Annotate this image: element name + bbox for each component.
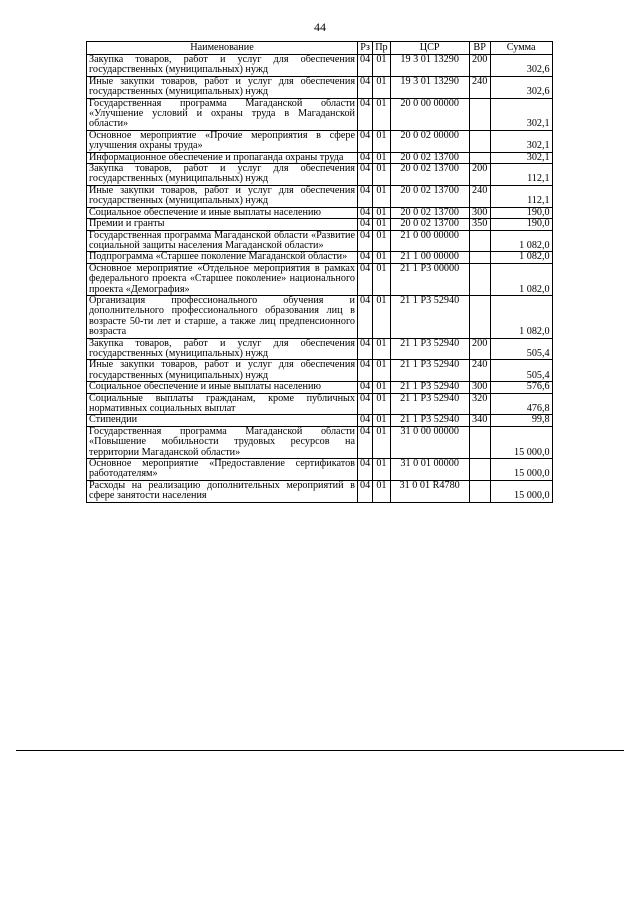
table-row (87, 152, 553, 163)
cell-sum: 112,1 (490, 164, 552, 186)
budget-table (86, 41, 553, 503)
cell-vr (469, 426, 490, 458)
cell-rz: 04 (358, 152, 373, 163)
cell-rz: 04 (358, 459, 373, 481)
cell-rz: 04 (358, 295, 373, 338)
cell-pr: 01 (373, 164, 390, 186)
cell-rz: 04 (358, 98, 373, 130)
cell-name: Организация профессионального обучения и дополнительного профессионального образования лиц в возрасте 50-ти лет и старше, а также лиц предпенсионного возраста (87, 295, 358, 338)
bottom-rule (16, 750, 624, 751)
table-header (87, 42, 553, 55)
cell-pr: 01 (373, 459, 390, 481)
cell-sum: 1 082,0 (490, 252, 552, 263)
cell-sum: 1 082,0 (490, 295, 552, 338)
cell-rz: 04 (358, 263, 373, 295)
cell-rz: 04 (358, 338, 373, 360)
table-row (87, 164, 553, 186)
cell-pr: 01 (373, 252, 390, 263)
cell-sum: 302,1 (490, 98, 552, 130)
table-row (87, 55, 553, 77)
cell-sum: 576,6 (490, 382, 552, 393)
table-row (87, 382, 553, 393)
cell-name: Иные закупки товаров, работ и услуг для обеспечения государственных (муниципальных) нужд (87, 185, 358, 207)
table-row (87, 459, 553, 481)
cell-name: Основное мероприятие «Прочие мероприятия в сфере улучшения охраны труда» (87, 130, 358, 152)
cell-pr: 01 (373, 393, 390, 415)
cell-pr: 01 (373, 263, 390, 295)
cell-sum: 190,0 (490, 219, 552, 230)
cell-sum: 302,1 (490, 152, 552, 163)
cell-sum: 190,0 (490, 207, 552, 218)
cell-pr: 01 (373, 382, 390, 393)
header-rz: Рз (358, 42, 373, 55)
cell-name: Государственная программа Магаданской области «Развитие социальной защиты населения Магаданской области» (87, 230, 358, 252)
cell-csr: 21 1 P3 00000 (390, 263, 469, 295)
cell-name: Социальное обеспечение и иные выплаты населению (87, 207, 358, 218)
cell-rz: 04 (358, 219, 373, 230)
cell-sum: 1 082,0 (490, 230, 552, 252)
table-row (87, 295, 553, 338)
cell-name: Информационное обеспечение и пропаганда охраны труда (87, 152, 358, 163)
cell-name: Основное мероприятие «Отдельное мероприятия в рамках федерального проекта «Старшее поколение» национального проекта «Демография» (87, 263, 358, 295)
cell-vr: 200 (469, 164, 490, 186)
cell-name: Государственная программа Магаданской области «Улучшение условий и охраны труда в Магаданской области» (87, 98, 358, 130)
cell-pr: 01 (373, 360, 390, 382)
cell-vr: 350 (469, 219, 490, 230)
cell-csr: 21 1 P3 52940 (390, 415, 469, 426)
cell-name: Стипендии (87, 415, 358, 426)
cell-rz: 04 (358, 360, 373, 382)
cell-pr: 01 (373, 426, 390, 458)
cell-vr: 300 (469, 207, 490, 218)
cell-rz: 04 (358, 207, 373, 218)
cell-vr: 340 (469, 415, 490, 426)
cell-vr: 240 (469, 185, 490, 207)
cell-csr: 20 0 02 13700 (390, 152, 469, 163)
cell-sum: 99,8 (490, 415, 552, 426)
cell-vr (469, 230, 490, 252)
header-pr: Пр (373, 42, 390, 55)
cell-pr: 01 (373, 185, 390, 207)
cell-sum: 15 000,0 (490, 459, 552, 481)
cell-rz: 04 (358, 55, 373, 77)
cell-csr: 20 0 02 13700 (390, 207, 469, 218)
cell-name: Закупка товаров, работ и услуг для обеспечения государственных (муниципальных) нужд (87, 164, 358, 186)
cell-pr: 01 (373, 207, 390, 218)
cell-rz: 04 (358, 252, 373, 263)
cell-csr: 20 0 02 13700 (390, 164, 469, 186)
table-row (87, 480, 553, 502)
cell-csr: 20 0 02 13700 (390, 219, 469, 230)
header-row (87, 42, 553, 55)
table-row (87, 185, 553, 207)
cell-pr: 01 (373, 98, 390, 130)
cell-pr: 01 (373, 76, 390, 98)
cell-pr: 01 (373, 130, 390, 152)
cell-name: Социальные выплаты гражданам, кроме публичных нормативных социальных выплат (87, 393, 358, 415)
cell-rz: 04 (358, 382, 373, 393)
cell-csr: 19 3 01 13290 (390, 76, 469, 98)
table-row (87, 98, 553, 130)
cell-name: Расходы на реализацию дополнительных мероприятий в сфере занятости населения (87, 480, 358, 502)
cell-name: Иные закупки товаров, работ и услуг для обеспечения государственных (муниципальных) нужд (87, 360, 358, 382)
cell-pr: 01 (373, 55, 390, 77)
cell-vr (469, 295, 490, 338)
cell-csr: 21 1 P3 52940 (390, 393, 469, 415)
table-row (87, 207, 553, 218)
cell-sum: 476,8 (490, 393, 552, 415)
cell-rz: 04 (358, 426, 373, 458)
cell-sum: 505,4 (490, 338, 552, 360)
cell-pr: 01 (373, 480, 390, 502)
cell-name: Премии и гранты (87, 219, 358, 230)
cell-rz: 04 (358, 76, 373, 98)
cell-pr: 01 (373, 295, 390, 338)
cell-vr (469, 98, 490, 130)
page-number: 44 (314, 20, 326, 34)
cell-rz: 04 (358, 393, 373, 415)
cell-csr: 21 1 00 00000 (390, 252, 469, 263)
table-row (87, 415, 553, 426)
table-row (87, 219, 553, 230)
cell-name: Иные закупки товаров, работ и услуг для обеспечения государственных (муниципальных) нужд (87, 76, 358, 98)
cell-vr: 200 (469, 55, 490, 77)
table-row (87, 230, 553, 252)
table-row (87, 338, 553, 360)
table-row (87, 263, 553, 295)
table-row (87, 393, 553, 415)
cell-vr: 240 (469, 360, 490, 382)
cell-rz: 04 (358, 415, 373, 426)
table-row (87, 76, 553, 98)
cell-csr: 20 0 02 13700 (390, 185, 469, 207)
cell-vr: 200 (469, 338, 490, 360)
table-row (87, 252, 553, 263)
table-row (87, 426, 553, 458)
cell-csr: 21 1 P3 52940 (390, 295, 469, 338)
cell-vr (469, 152, 490, 163)
cell-name: Государственная программа Магаданской области «Повышение мобильности трудовых ресурсов на территории Магаданской области» (87, 426, 358, 458)
cell-sum: 302,6 (490, 55, 552, 77)
cell-vr (469, 263, 490, 295)
header-csr: ЦСР (390, 42, 469, 55)
cell-rz: 04 (358, 130, 373, 152)
cell-csr: 21 1 P3 52940 (390, 360, 469, 382)
cell-vr (469, 130, 490, 152)
cell-csr: 20 0 00 00000 (390, 98, 469, 130)
cell-csr: 21 1 P3 52940 (390, 338, 469, 360)
cell-pr: 01 (373, 338, 390, 360)
cell-pr: 01 (373, 152, 390, 163)
cell-csr: 31 0 01 R4780 (390, 480, 469, 502)
cell-name: Подпрограмма «Старшее поколение Магаданской области» (87, 252, 358, 263)
cell-sum: 15 000,0 (490, 480, 552, 502)
cell-csr: 20 0 02 00000 (390, 130, 469, 152)
header-name: Наименование (87, 42, 358, 55)
cell-vr: 300 (469, 382, 490, 393)
cell-pr: 01 (373, 415, 390, 426)
cell-vr (469, 252, 490, 263)
cell-vr: 240 (469, 76, 490, 98)
cell-sum: 15 000,0 (490, 426, 552, 458)
cell-rz: 04 (358, 230, 373, 252)
cell-sum: 112,1 (490, 185, 552, 207)
header-sum: Сумма (490, 42, 552, 55)
cell-pr: 01 (373, 219, 390, 230)
cell-csr: 31 0 01 00000 (390, 459, 469, 481)
cell-name: Социальное обеспечение и иные выплаты населению (87, 382, 358, 393)
cell-sum: 302,6 (490, 76, 552, 98)
cell-sum: 1 082,0 (490, 263, 552, 295)
header-vr: ВР (469, 42, 490, 55)
cell-csr: 19 3 01 13290 (390, 55, 469, 77)
cell-sum: 505,4 (490, 360, 552, 382)
cell-rz: 04 (358, 185, 373, 207)
cell-rz: 04 (358, 164, 373, 186)
cell-name: Закупка товаров, работ и услуг для обеспечения государственных (муниципальных) нужд (87, 55, 358, 77)
cell-rz: 04 (358, 480, 373, 502)
cell-pr: 01 (373, 230, 390, 252)
cell-vr (469, 459, 490, 481)
cell-name: Основное мероприятие «Предоставление сертификатов работодателям» (87, 459, 358, 481)
table-row (87, 130, 553, 152)
cell-csr: 21 1 P3 52940 (390, 382, 469, 393)
table-body (87, 55, 553, 503)
cell-csr: 21 0 00 00000 (390, 230, 469, 252)
table-row (87, 360, 553, 382)
cell-vr (469, 480, 490, 502)
cell-csr: 31 0 00 00000 (390, 426, 469, 458)
cell-name: Закупка товаров, работ и услуг для обеспечения государственных (муниципальных) нужд (87, 338, 358, 360)
cell-vr: 320 (469, 393, 490, 415)
cell-sum: 302,1 (490, 130, 552, 152)
